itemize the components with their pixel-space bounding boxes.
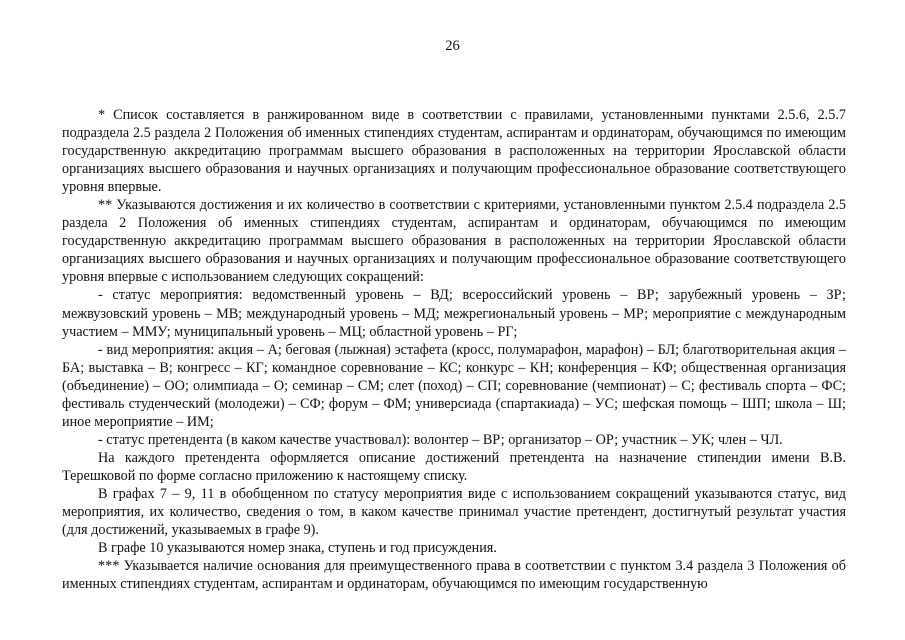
achievements-description-note: На каждого претендента оформляется описание достижений претендента на назначение стипендии имени В.В. Терешковой по форме согласно приложению к настоящему списку. <box>62 449 846 484</box>
abbreviations-event-type: - вид мероприятия: акция – А; беговая (лыжная) эстафета (кросс, полумарафон, марафон) – БЛ; благотворительная акция – БА; выставка – В; конгресс – КГ; командное соревнование – КС; конкурс – КН; конференция – КФ; общественная организация (объединение) – ОО; олимпиада – О; семинар – СМ; слет (поход) – СП; соревнование (чемпионат) – С; фестиваль спорта – ФС; фестиваль студенческий (молодежи) – СФ; форум – ФМ; универсиада (спартакиада) – УС; шефская помощь – ШП; школа – Ш; иное мероприятие – ИМ; <box>62 341 846 430</box>
abbreviations-participant-status: - статус претендента (в каком качестве участвовал): волонтер – ВР; организатор – ОР; участник – УК; член – ЧЛ. <box>98 431 783 448</box>
page-number: 26 <box>445 38 460 54</box>
footnote-triple-asterisk: *** Указывается наличие основания для преимущественного права в соответствии с пунктом 3.4 раздела 3 Положения об именных стипендиях студентам, аспирантам и ординаторам, обучающимся по имеющим государственную <box>62 558 846 593</box>
footnote-single-asterisk: * Список составляется в ранжированном виде в соответствии с правилами, установленными пунктами 2.5.6, 2.5.7 подраздела 2.5 раздела 2 Положения об именных стипендиях студентам, аспирантам и ординаторам, обучающимся по имеющим государственную аккредитацию программам высшего образования в расположенных на территории Ярославской области организациях высшего образования и научных организациях и получающим профессиональное образование соответствующего уровня впервые. <box>62 107 846 196</box>
abbreviations-event-status: - статус мероприятия: ведомственный уровень – ВД; всероссийский уровень – ВР; зарубежный уровень – ЗР; межвузовский уровень – МВ; международный уровень – МД; межрегиональный уровень – МР; мероприятие с международным участием – ММУ; муниципальный уровень – МЦ; областной уровень – РГ; <box>62 287 846 340</box>
column-10-note: В графе 10 указываются номер знака, ступень и год присуждения. <box>98 540 497 557</box>
columns-7-9-11-note: В графах 7 – 9, 11 в обобщенном по статусу мероприятия виде с использованием сокращений указываются статус, вид мероприятия, их количество, сведения о том, в каком качестве принимал участие претендент, достигнутый результат участия (для достижений, указываемых в графе 9). <box>62 485 846 539</box>
footnotes-body <box>62 106 846 593</box>
footnote-double-asterisk: ** Указываются достижения и их количество в соответствии с критериями, установленными пунктом 2.5.4 подраздела 2.5 раздела 2 Положения об именных стипендиях студентам, аспирантам и ординаторам, обучающимся по имеющим государственную аккредитацию программам высшего образования в расположенных на территории Ярославской области организациях высшего образования и научных организациях и получающим профессиональное образование соответствующего уровня впервые с использованием следующих сокращений: <box>62 197 846 286</box>
